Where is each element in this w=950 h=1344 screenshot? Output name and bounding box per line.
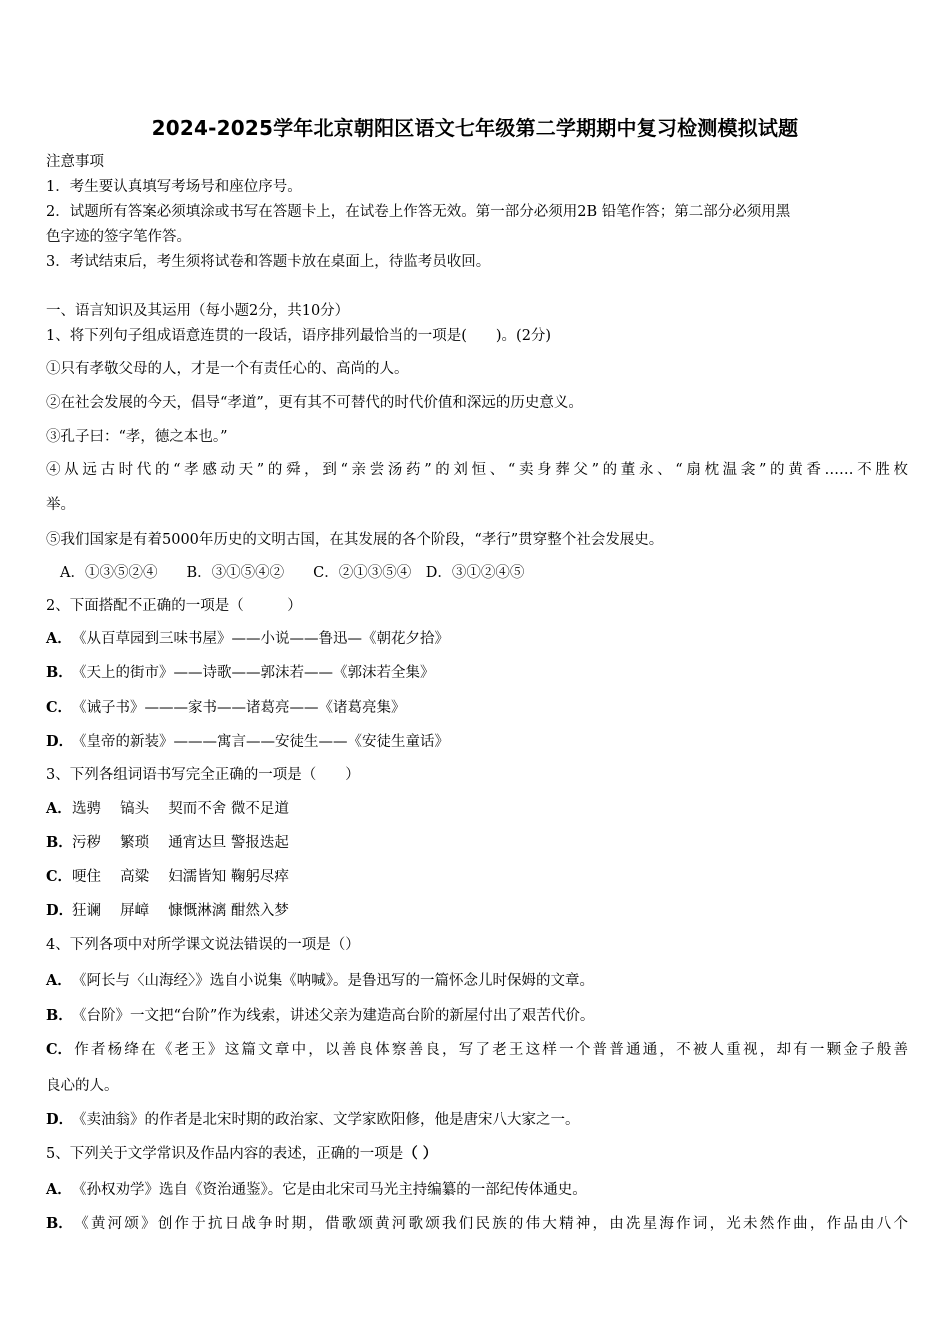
notice-item: 1．考生要认真填写考场号和座位序号。 — [46, 179, 302, 195]
notice-item: 2．试题所有答案必须填涂或书写在答题卡上，在试卷上作答无效。第一部分必须用2B 铅笔作答；第二部分必须用黑 — [46, 204, 791, 220]
q5-option-b: B．《黄河颂》创作于抗日战争时期，借歌颂黄河歌颂我们民族的伟大精神，由冼星海作词，光未然作曲，作品由八个 — [46, 1215, 908, 1232]
q1-sentence-3: ③孔子曰：“孝，德之本也。” — [46, 429, 228, 445]
q3-option-c: C．哽住 高粱 妇濡皆知 鞠躬尽瘁 — [46, 868, 289, 885]
q2-option-b: B．《天上的街市》——诗歌——郭沫若——《郭沫若全集》 — [46, 664, 435, 681]
page-title: 2024-2025学年北京朝阳区语文七年级第二学期期中复习检测模拟试题 — [151, 116, 799, 140]
question-2-stem: 2、下面搭配不正确的一项是（ ） — [46, 598, 302, 614]
question-4-stem: 4、下列各项中对所学课文说法错误的一项是（） — [46, 937, 360, 953]
q4-option-d: D．《卖油翁》的作者是北宋时期的政治家、文学家欧阳修，他是唐宋八大家之一。 — [46, 1111, 580, 1128]
question-3-stem: 3、下列各组词语书写完全正确的一项是（ ） — [46, 767, 360, 783]
q3-option-a: A．选骋 镐头 契而不舍 微不足道 — [46, 800, 289, 817]
question-1-stem: 1、将下列句子组成语意连贯的一段话，语序排列最恰当的一项是( )。(2分) — [46, 328, 552, 344]
question-5-stem: 5、下列关于文学常识及作品内容的表述，正确的一项是（ ） — [46, 1145, 438, 1162]
q1-sentence-4: ④从远古时代的“孝感动天”的舜，到“亲尝汤药”的刘恒、“卖身葬父”的董永、“扇枕温衾”的黄香……不胜枚 — [46, 462, 908, 478]
answer-bracket: （ ） — [403, 1145, 438, 1162]
q1-options: A．①③⑤②④ B．③①⑤④② C．②①③⑤④ D．③①②④⑤ — [60, 565, 525, 581]
q3-option-b: B．污秽 繁琐 通宵达旦 警报迭起 — [46, 834, 289, 851]
q3-option-d: D．狂谰 屏嶂 慷慨淋漓 酣然入梦 — [46, 902, 289, 919]
section-heading: 一、语言知识及其运用（每小题2分，共10分） — [46, 303, 350, 319]
q1-sentence-4-cont: 举。 — [46, 497, 75, 513]
q2-option-d: D．《皇帝的新装》———寓言——安徒生——《安徒生童话》 — [46, 733, 449, 750]
notice-heading: 注意事项 — [46, 154, 104, 170]
q2-option-a: A．《从百草园到三味书屋》——小说——鲁迅—《朝花夕拾》 — [46, 630, 449, 647]
notice-item: 3．考试结束后，考生须将试卷和答题卡放在桌面上，待监考员收回。 — [46, 254, 491, 270]
q1-sentence-1: ①只有孝敬父母的人，才是一个有责任心的、高尚的人。 — [46, 361, 409, 377]
notice-item: 色字迹的签字笔作答。 — [46, 229, 191, 245]
q4-option-b: B．《台阶》一文把“台阶”作为线索，讲述父亲为建造高台阶的新屋付出了艰苦代价。 — [46, 1007, 595, 1024]
q4-option-c-cont: 良心的人。 — [46, 1078, 119, 1094]
q1-sentence-2: ②在社会发展的今天，倡导“孝道”，更有其不可替代的时代价值和深远的历史意义。 — [46, 395, 583, 411]
q2-option-c: C．《诫子书》———家书——诸葛亮——《诸葛亮集》 — [46, 699, 406, 716]
q5-option-a: A．《孙权劝学》选自《资治通鉴》。它是由北宋司马光主持编纂的一部纪传体通史。 — [46, 1181, 587, 1198]
q4-option-c: C．作者杨绛在《老王》这篇文章中，以善良体察善良，写了老王这样一个普普通通，不被人重视，却有一颗金子般善 — [46, 1041, 908, 1058]
q4-option-a: A．《阿长与〈山海经〉》选自小说集《呐喊》。是鲁迅写的一篇怀念儿时保姆的文章。 — [46, 972, 594, 989]
q1-sentence-5: ⑤我们国家是有着5000年历史的文明古国，在其发展的各个阶段，“孝行”贯穿整个社会发展史。 — [46, 532, 664, 548]
